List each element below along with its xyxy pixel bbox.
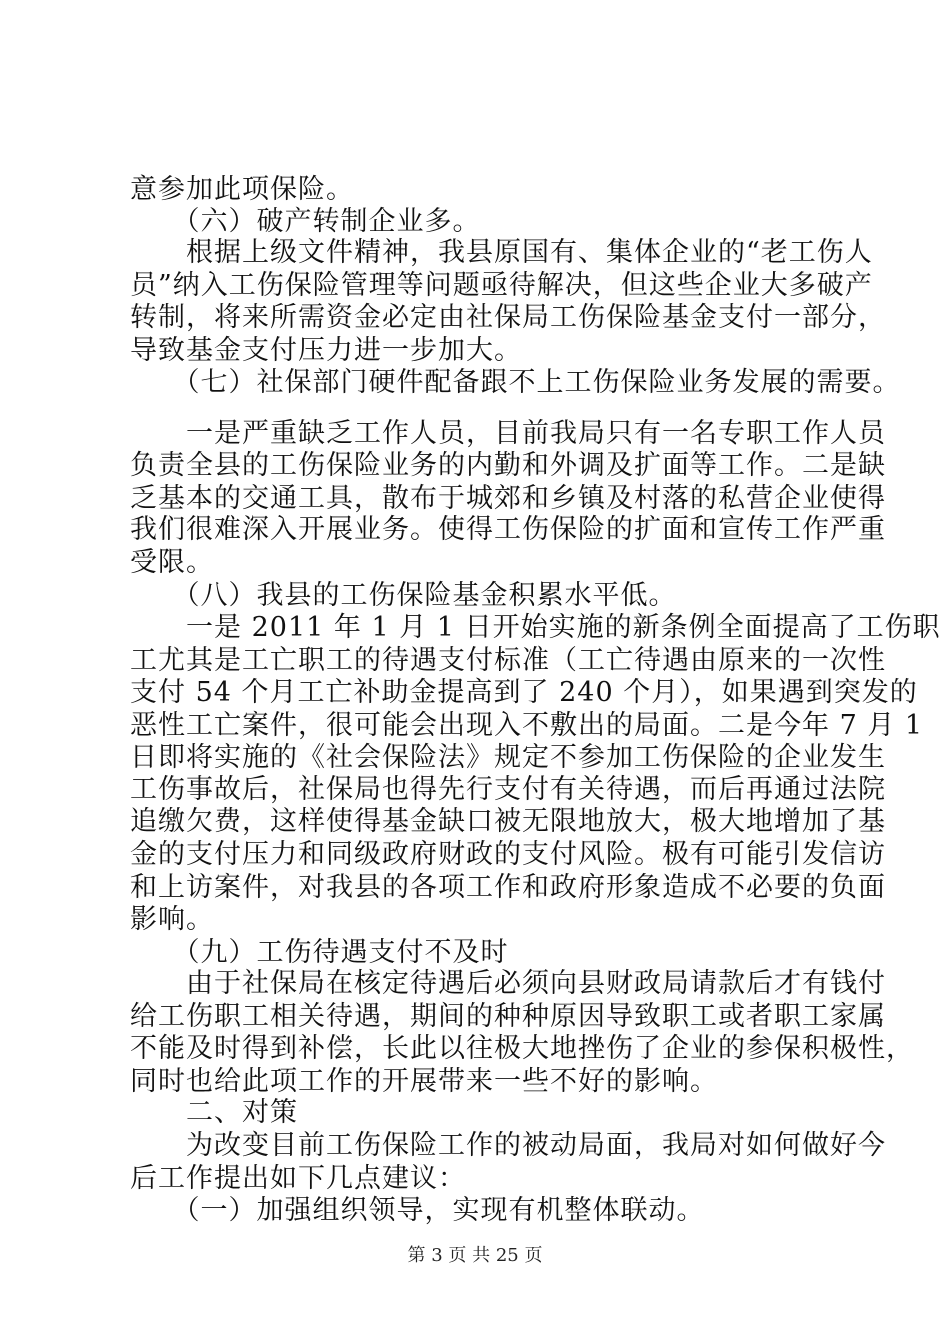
text-line: 员”纳入工伤保险管理等问题亟待解决，但这些企业大多破产 (130, 270, 873, 301)
text-line: 负责全县的工伤保险业务的内勤和外调及扩面等工作。二是缺 (130, 450, 886, 481)
text-line: 支付 54 个月工亡补助金提高到了 240 个月），如果遇到突发的 (130, 677, 918, 708)
section-heading: 二、对策 (130, 1097, 298, 1128)
section-heading: （六）破产转制企业多。 (130, 206, 481, 237)
text-line: 后工作提出如下几点建议： (130, 1163, 466, 1194)
page-number-footer: 第 3 页 共 25 页 (407, 1245, 543, 1266)
text-line: 为改变目前工伤保险工作的被动局面，我局对如何做好今 (130, 1130, 886, 1161)
section-heading: （九）工伤待遇支付不及时 (130, 937, 509, 968)
text-line: 工尤其是工亡职工的待遇支付标准（工亡待遇由原来的一次性 (130, 645, 886, 676)
text-line: 由于社保局在核定待遇后必须向县财政局请款后才有钱付 (130, 968, 886, 999)
text-line: 乏基本的交通工具，散布于城郊和乡镇及村落的私营企业使得 (130, 483, 886, 514)
text-line: 日即将实施的《社会保险法》规定不参加工伤保险的企业发生 (130, 742, 886, 773)
text-line: 根据上级文件精神，我县原国有、集体企业的“老工伤人 (130, 237, 873, 268)
text-line: 给工伤职工相关待遇，期间的种种原因导致职工或者职工家属 (130, 1001, 886, 1032)
section-heading: （一）加强组织领导，实现有机整体联动。 (130, 1195, 705, 1226)
text-line: 金的支付压力和同级政府财政的支付风险。极有可能引发信访 (130, 839, 886, 870)
text-line: 意参加此项保险。 (130, 174, 354, 205)
text-line: 追缴欠费，这样使得基金缺口被无限地放大，极大地增加了基 (130, 806, 886, 837)
text-line: 同时也给此项工作的开展带来一些不好的影响。 (130, 1066, 718, 1097)
text-line: 导致基金支付压力进一步加大。 (130, 335, 522, 366)
text-line: 影响。 (130, 904, 214, 935)
text-line: 我们很难深入开展业务。使得工伤保险的扩面和宣传工作严重 (130, 514, 886, 545)
text-line: 一是 2011 年 1 月 1 日开始实施的新条例全面提高了工伤职 (130, 612, 941, 643)
text-line: 受限。 (130, 547, 214, 578)
text-line: 不能及时得到补偿，长此以往极大地挫伤了企业的参保积极性， (130, 1033, 914, 1064)
section-heading: （八）我县的工伤保险基金积累水平低。 (130, 580, 677, 611)
text-line: 工伤事故后，社保局也得先行支付有关待遇，而后再通过法院 (130, 774, 886, 805)
text-line: 和上访案件，对我县的各项工作和政府形象造成不必要的负面 (130, 872, 886, 903)
text-line: 转制，将来所需资金必定由社保局工伤保险基金支付一部分， (130, 302, 886, 333)
section-heading: （七）社保部门硬件配备跟不上工伤保险业务发展的需要。 (130, 367, 901, 398)
text-line: 恶性工亡案件，很可能会出现入不敷出的局面。二是今年 7 月 1 (130, 710, 924, 741)
text-line: 一是严重缺乏工作人员，目前我局只有一名专职工作人员 (130, 418, 886, 449)
